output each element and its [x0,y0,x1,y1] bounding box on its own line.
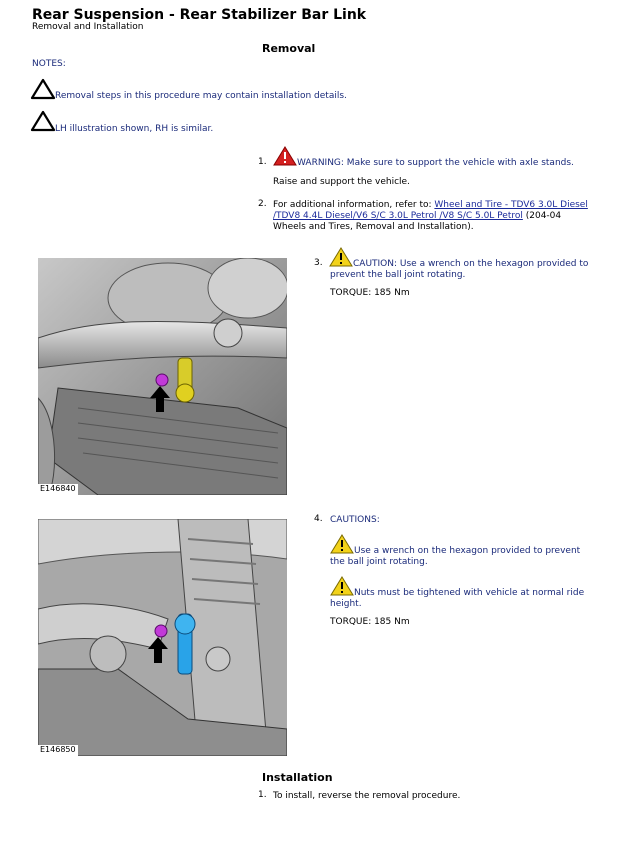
step-2-suffix: (204-04 [522,211,562,221]
suspension-illustration-1 [38,258,287,495]
note-2-text: LH illustration shown, RH is similar. [55,124,214,134]
step-4-number: 4. [314,514,323,524]
caution-icon [330,534,354,554]
caution-icon [330,576,354,596]
installation-heading: Installation [262,771,333,784]
step-1-number: 1. [258,157,267,167]
nut-highlight [156,374,168,386]
warning-icon [273,146,297,166]
step-4-cautions-label: CAUTIONS: [330,515,380,525]
step-4-caution-b-line-1: Nuts must be tightened with vehicle at normal ride [354,588,585,598]
step-4-caution-b-line-2: height. [330,599,362,609]
step-1-warning: WARNING: Make sure to support the vehicle with axle stands. [297,158,574,168]
wheel-tire-link-cont[interactable]: /TDV8 4.4L Diesel/V6 S/C 3.0L Petrol /V8 S/C 5.0L Petrol [273,211,523,221]
published-date [490,0,599,1]
wheel-tire-link[interactable]: Wheel and Tire - TDV6 3.0L Diesel [434,200,588,210]
step-2-number: 2. [258,199,267,209]
figure-2-id: E146850 [40,745,76,754]
step-3-number: 3. [314,258,323,268]
page-title: Rear Suspension - Rear Stabilizer Bar Link [32,7,367,23]
caution-icon [329,247,353,267]
step-4-torque: TORQUE: 185 Nm [330,617,410,627]
note-1 [30,78,390,102]
step-3-caution-line-2: prevent the ball joint rotating. [330,270,466,280]
note-1-text: Removal steps in this procedure may contain installation details. [55,91,347,101]
step-2-line-3: Wheels and Tires, Removal and Installation). [273,222,474,232]
step-1-text: Raise and support the vehicle. [273,177,410,187]
page-subtitle: Removal and Installation [32,22,144,32]
installation-step-number: 1. [258,790,267,800]
nut-highlight [155,625,167,637]
step-3-torque: TORQUE: 185 Nm [330,288,410,298]
figure-1-id: E146840 [40,484,76,493]
notes-label: NOTES: [32,59,66,69]
removal-heading: Removal [262,42,316,55]
step-4-caution-a-line-2: the ball joint rotating. [330,557,428,567]
note-triangle-icon [30,110,56,132]
suspension-illustration-2 [38,519,287,756]
note-2 [30,110,390,134]
step-2-prefix: For additional information, refer to: [273,200,435,210]
figure-2-illustration [38,519,287,756]
figure-1-illustration [38,258,287,495]
note-triangle-icon [30,78,56,100]
step-3-caution-line-1: CAUTION: Use a wrench on the hexagon provided to [353,259,589,269]
installation-step-text: To install, reverse the removal procedure. [273,791,461,801]
step-4-caution-a-line-1: Use a wrench on the hexagon provided to prevent [354,546,581,556]
